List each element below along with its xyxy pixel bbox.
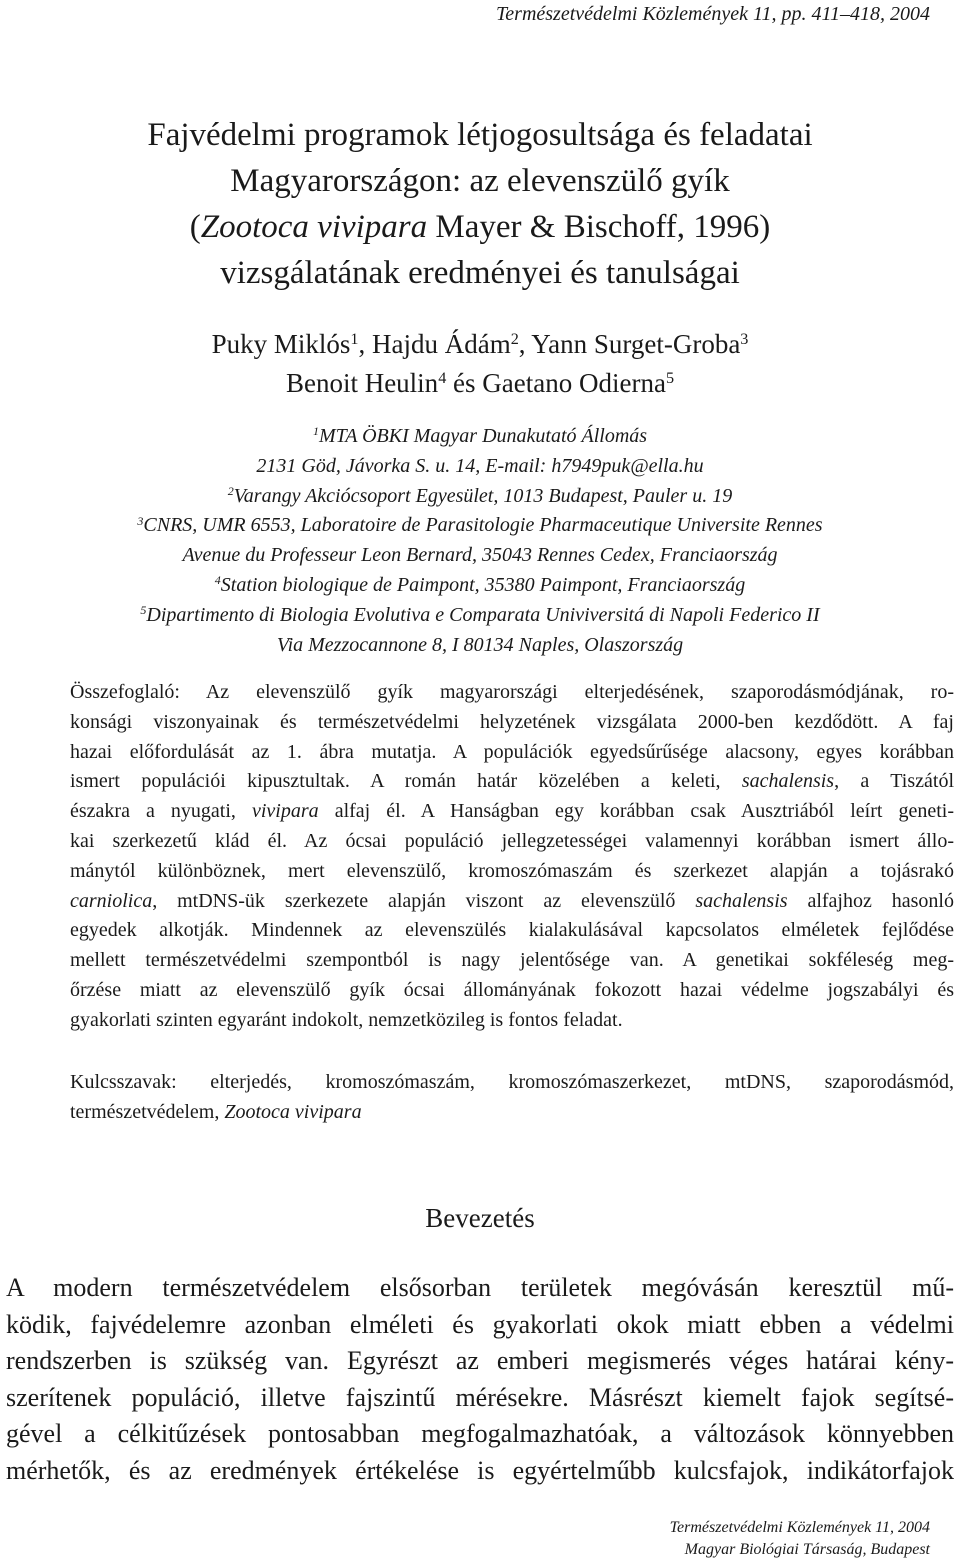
author-name: Puky Miklós (211, 329, 351, 359)
author-list (40, 325, 920, 403)
keywords-line (70, 1098, 954, 1128)
affil-mark: 1 (312, 424, 319, 439)
abstract-line: hazai előfordulását az 1. ábra mutatja. A populációk egyedsűrűsége alacsony, egyes korábban (70, 740, 954, 763)
abstract-line: konsági viszonyainak és természetvédelmi helyzetének vizsgálata 2000-ben kezdődött. A faj (70, 710, 954, 733)
running-head: Természetvédelmi Közlemények 11, pp. 411–418, 2004 (496, 3, 930, 25)
abstract-line: gyakorlati szinten egyaránt indokolt, nemzetközileg is fontos feladat. (70, 1008, 623, 1031)
text-run: alfajhoz hasonló (787, 889, 954, 912)
taxon-name: vivipara (251, 800, 319, 823)
affiliation-line (40, 422, 920, 452)
abstract-line (70, 797, 954, 827)
affiliation-line: Via Mezzocannone 8, I 80134 Naples, Olaszország (276, 633, 684, 656)
affiliation-line: Avenue du Professeur Leon Bernard, 35043 Rennes Cedex, Franciaország (182, 544, 778, 567)
affiliation-line (40, 571, 920, 601)
affiliation-line: 2131 Göd, Jávorka S. u. 14, E-mail: h7949puk@ella.hu (256, 454, 704, 477)
author-line (40, 325, 920, 364)
affiliation-line (40, 482, 920, 512)
keywords-line: Kulcsszavak: elterjedés, kromoszómaszám, kromoszómaszerkezet, mtDNS, szaporodásmód, (70, 1071, 954, 1093)
section-heading: Bevezetés (425, 1203, 535, 1233)
affil-mark: 2 (227, 484, 234, 498)
keywords (70, 1068, 954, 1128)
abstract-line (70, 887, 954, 917)
affil-mark: 5 (140, 603, 147, 618)
affiliation-text: MTA ÖBKI Magyar Dunakutató Állomás (318, 425, 648, 447)
author-name: Hajdu Ádám (371, 329, 511, 359)
species-name: Zootoca vivipara (224, 1100, 362, 1123)
title-line: Magyarországon: az elevenszülő gyík (230, 163, 730, 199)
affiliation-text: Station biologique de Paimpont, 35380 Paimpont, Franciaország (220, 573, 746, 596)
abstract-line: őrzése miatt az elevenszülő gyík ócsai állományának fokozott hazai védelme jogszabályi és (70, 978, 954, 1001)
author-affil-mark: 3 (740, 330, 749, 349)
taxon-name: sachalensis (741, 770, 835, 793)
footer-publisher: Magyar Biológiai Társaság, Budapest (684, 1541, 930, 1558)
page-footer (330, 1517, 930, 1561)
abstract-line: kai szerkezetű klád él. Az ócsai populáció jellegzetességei valamennyi korábban ismert állo- (70, 829, 954, 852)
affiliation-text: Varangy Akciócsoport Egyesület, 1013 Budapest, Pauler u. 19 (233, 484, 733, 507)
author-separator: , (358, 329, 372, 359)
affiliations (40, 422, 920, 660)
author-name: Benoit Heulin (285, 368, 439, 398)
affil-mark: 3 (137, 513, 144, 528)
body-line: gével a célkitűzések pontosabban megfogalmazhatóak, a változások könnyebben (6, 1419, 954, 1448)
title-authority: Mayer & Bischoff, 1996) (427, 209, 771, 245)
affiliation-line (40, 511, 920, 541)
title-line: Fajvédelmi programok létjogosultsága és feladatai (147, 117, 813, 153)
abstract-line (70, 767, 954, 797)
affil-mark: 4 (214, 573, 221, 588)
text-run: természetvédelem, (70, 1100, 225, 1123)
abstract-line: Összefoglaló: Az elevenszülő gyík magyarországi elterjedésének, szaporodásmódjának, ro- (70, 681, 954, 703)
abstract-line: mánytól különböznek, mert elevenszülő, kromoszómaszám és szerkezet alapján a tojásrakó (70, 859, 954, 882)
body-line: rendszerben is szükség van. Egyrészt az emberi megismerés véges határai kény- (6, 1346, 954, 1375)
author-separator: , (518, 329, 532, 359)
text-run: alfaj él. A Hanságban egy korábban csak Ausztriából leírt geneti- (318, 800, 954, 823)
body-line: mérhetők, és az eredmények értékelése is egyértelműbb kulcsfajok, indikátorfajok (6, 1455, 954, 1485)
taxon-name: sachalensis (695, 889, 788, 912)
title-line (40, 204, 920, 250)
author-affil-mark: 5 (665, 369, 675, 388)
body-line: ködik, fajvédelemre azonban elméleti és gyakorlati okok miatt ebben a védelmi (6, 1309, 954, 1339)
author-name: Gaetano Odierna (482, 368, 666, 398)
article-title (40, 112, 920, 296)
text-run: , a Tiszától (834, 770, 955, 793)
intro-paragraph (6, 1270, 954, 1489)
body-line: szerítenek populáció, illetve fajszintű mérésekre. Másrészt kiemelt fajok segítsé- (6, 1382, 954, 1412)
footer-journal: Természetvédelmi Közlemények 11, 2004 (669, 1519, 930, 1536)
author-affil-mark: 4 (438, 369, 447, 388)
text-run: , mtDNS-ük szerkezete alapján viszont az elevenszülő (152, 889, 696, 912)
abstract (70, 678, 954, 1036)
author-line (40, 364, 920, 403)
affiliation-text: CNRS, UMR 6553, Laboratoire de Parasitologie Pharmaceutique Universite Rennes (143, 514, 823, 537)
taxon-name: carniolica (70, 889, 153, 912)
author-conjunction: és (446, 368, 483, 398)
body-line: A modern természetvédelem elsősorban területek megóvásán keresztül mű- (6, 1273, 954, 1302)
affiliation-text: Dipartimento di Biologia Evolutiva e Comparata Univiversitá di Napoli Federico II (146, 603, 820, 626)
text-run: ismert populációi kipusztultak. A román határ közelében a keleti, (70, 770, 742, 793)
author-affil-mark: 1 (350, 330, 359, 349)
affiliation-line (40, 601, 920, 631)
title-paren: ( (189, 209, 201, 245)
title-line: vizsgálatának eredményei és tanulságai (220, 255, 740, 291)
author-name: Yann Surget-Groba (531, 329, 741, 359)
abstract-line: mellett természetvédelmi szempontból is nagy jelentősége van. A genetikai sokféleség meg- (70, 949, 954, 972)
abstract-line: egyedek alkotják. Mindennek az elevenszülés kialakulásával kapcsolatos elméletek fejlődése (70, 919, 954, 942)
author-affil-mark: 2 (510, 330, 519, 349)
text-run: északra a nyugati, (70, 800, 252, 823)
species-name: Zootoca vivipara (200, 209, 428, 245)
